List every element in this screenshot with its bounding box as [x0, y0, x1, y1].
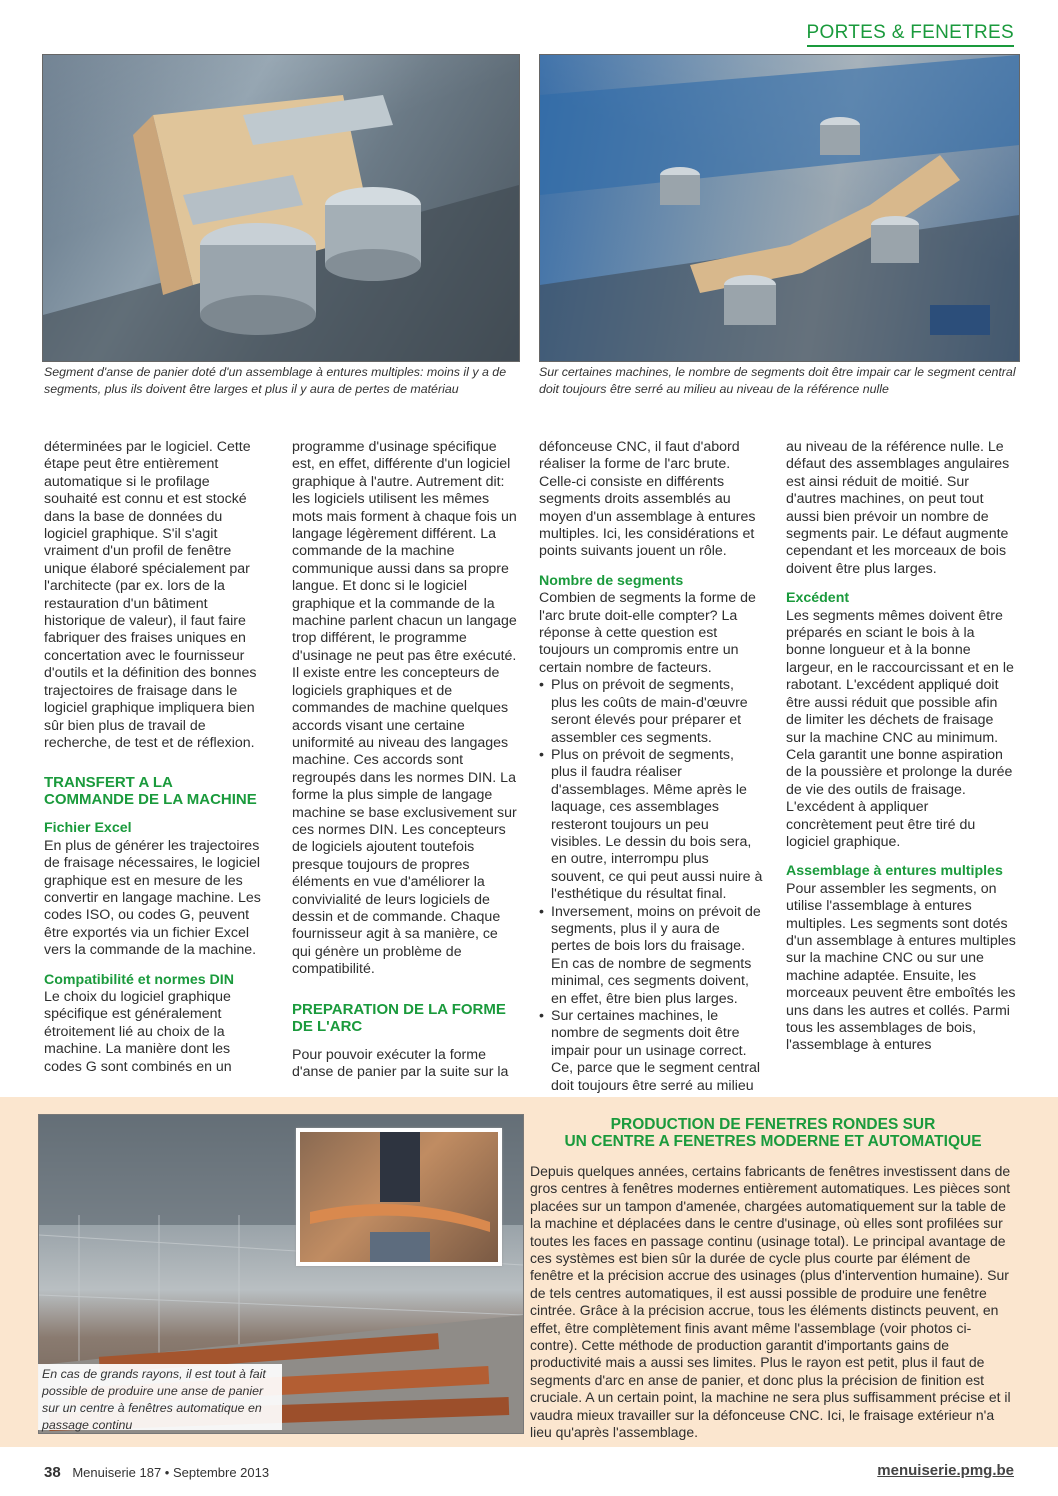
list-item: • Plus on prévoit de segments, plus les coûts de main-d'œuvre seront élevés pour préparer et assembler ces segments. — [539, 677, 763, 747]
heading-nombre-segments: Nombre de segments — [539, 572, 684, 589]
caption-right: Sur certaines machines, le nombre de segments doit être impair car le segment central doit toujours être serré au milieu au niveau de la référence nulle — [539, 365, 1016, 396]
box-title-line-2: UN CENTRE A FENETRES MODERNE ET AUTOMATIQUE — [564, 1133, 982, 1150]
list-item: • Sur certaines machines, le nombre de segments doit être impair pour un usinage correct. Ce, parce que le segment central doit toujours être serré au milieu — [539, 1008, 763, 1095]
website-link[interactable]: menuiserie.pmg.be — [877, 1462, 1014, 1479]
col4-paragraph-3: Pour assembler les segments, on utilise l'assemblage à entures multiples. Les segments sont dotés d'un assemblage à entures multiples sur la machine CNC ou sur une machine adaptée. Ensuite, les morceaux peuvent être emboîtés les uns dans les autres et collés. Parmi tous les assemblages de bois, l'assemblage à entures — [786, 880, 1016, 1054]
heading-transfert: TRANSFERT A LA COMMANDE DE LA MACHINE — [44, 774, 257, 809]
heading-assemblage: Assemblage à entures multiples — [786, 863, 1003, 880]
col2-paragraph-2: Pour pouvoir exécuter la forme d'anse de panier par la suite sur la — [292, 1046, 509, 1080]
photo-cnc-machine-illustration — [540, 55, 1019, 361]
col1-paragraph-excel: En plus de générer les trajectoires de fraisage nécessaires, le logiciel graphique est en mesure de les convertir en langage machine. Les codes ISO, ou codes G, peuvent être exportés via un fichier Excel vers la commande de la machine. — [44, 837, 261, 959]
bullet-text: Plus on prévoit de segments, plus il faudra réaliser d'assemblages. Même après le laquage, ces assemblages resteront toujours un peu visibles. Le dessin du bois sera, en outre, interrompu plus souvent, ce qui peut aussi nuire à l'esthétique du résultat final. — [551, 746, 763, 903]
col3-paragraph-1: défonceuse CNC, il faut d'abord réaliser la forme de l'arc brute. Celle-ci consiste en différents segments droits assemblés au moyen d'un assemblage à entures multiples. Ici, les considérations et points suivants jouent un rôle. — [539, 439, 756, 560]
column-1 — [44, 439, 266, 1076]
col4-paragraph-1: au niveau de la référence nulle. Le défaut des assemblages angulaires est ainsi réduit de moitié. Sur d'autres machines, on peut tout aussi bien prévoir un nombre de segments pair. Le défaut augmente cependant et les morceaux de bois doivent être plus larges. — [786, 439, 1010, 577]
section-title: PORTES & FENETRES — [807, 22, 1014, 47]
col1-paragraph-compat: Le choix du logiciel graphique spécifique est généralement étroitement lié au choix de la machine. La manière dont les codes G sont combinés en un — [44, 988, 232, 1075]
photo-arch-segment-illustration — [43, 55, 519, 361]
box-title-line-1: PRODUCTION DE FENETRES RONDES SUR — [610, 1116, 936, 1133]
box-title — [530, 1116, 1016, 1150]
footer-left — [44, 1464, 269, 1481]
photo-cnc-machine — [539, 54, 1020, 362]
bullet-text: Plus on prévoit de segments, plus les coûts de main-d'œuvre seront élevés pour préparer et assembler ces segments. — [551, 677, 748, 746]
heading-compatibilite: Compatibilité et normes DIN — [44, 971, 234, 988]
photo-inset-illustration — [300, 1132, 498, 1262]
issue-info: Menuiserie 187 • Septembre 2013 — [72, 1465, 270, 1480]
heading-preparation: PREPARATION DE LA FORME DE L'ARC — [292, 1000, 506, 1035]
col3-paragraph-2: Combien de segments la forme de l'arc brute doit-elle compter? La réponse à cette question est toujours un compromis entre un certain nombre de facteurs. — [539, 590, 756, 676]
box-text: Depuis quelques années, certains fabricants de fenêtres investissent dans de gros centres à fenêtres modernes entièrement automatiques. Les pièces sont placées sur un tampon d'amenée, chargées automatiquement sur la table de la machine et déplacées dans le centre d'usinage, où elles sont profilées sur toutes les faces en passage continu (usinage total). Le principal avantage de ces systèmes est bien sûr la durée de cycle plus courte par élément de fenêtre et la précision accrue des usinages (plus d'intervention humaine). Sur de tels centres automatiques, il est aussi possible de produire une fenêtre cintrée. Grâce à la précision accrue, tous les éléments distincts peuvent, en effet, être complètement finis avant même l'assemblage (voir photos ci-contre). Cette méthode de production garantit d'importants gains de productivité mais a aussi ses limites. Plus le rayon est petit, plus il faut de segments d'arc en anse de panier, et donc plus la précision de finition est cruciale. A un certain point, la machine ne sera plus suffisamment précise et il vaudra mieux travailler sur la défonceuse CNC. Ici, le fraisage extérieur n'a lieu qu'après l'assemblage. — [530, 1163, 1011, 1441]
col4-paragraph-2: Les segments mêmes doivent être préparés en sciant le bois à la bonne longueur et à la bonne largeur, en le raccourcissant et en le rabotant. L'excédent appliqué doit être aussi réduit que possible afin de limiter les déchets de fraisage sur la machine CNC au minimum. Cela garantit une bonne aspiration de la poussière et prolonge la durée de vie des outils de fraisage. L'excédent à appliquer concrètement peut être tiré du logiciel graphique. — [786, 607, 1014, 850]
list-item: • Plus on prévoit de segments, plus il faudra réaliser d'assemblages. Même après le laquage, ces assemblages resteront toujours un peu visibles. Le dessin du bois sera, en outre, interrompu plus souvent, ce qui peut aussi nuire à l'esthétique du résultat final. — [539, 746, 763, 903]
caption-left: Segment d'anse de panier doté d'un assemblage à entures multiples: moins il y a de segments, plus ils doivent être larges et plus il y aura de pertes de matériau — [44, 365, 507, 396]
col1-paragraph-1: déterminées par le logiciel. Cette étape peut être entièrement automatique si le profilage souhaité est connu et est stocké dans la base de données du logiciel graphique. S'il s'agit vraiment d'un profil de fenêtre unique élaboré spécialement par l'architecte (par ex. lors de la restauration d'un bâtiment historique de valeur), il faut faire fabriquer des fraises uniques en concertation avec le fournisseur d'outils et la définition des bonnes trajectoires de fraisage dans le logiciel graphique impliquera bien sûr bien plus de travail de recherche, de test et de réflexion. — [44, 439, 257, 751]
page-number: 38 — [44, 1464, 61, 1481]
bullet-text: Sur certaines machines, le nombre de segments doit être impair pour un usinage correct. Ce, parce que le segment central doit toujours être serré au milieu — [551, 1008, 760, 1094]
photo-inset-arch — [296, 1128, 502, 1266]
heading-excedent: Excédent — [786, 590, 850, 607]
column-3 — [539, 439, 763, 1095]
col2-paragraph-1: programme d'usinage spécifique est, en effet, différente d'un logiciel graphique à l'autre. Autrement dit: les logiciels utilisent les mêmes mots mais forment à chaque fois un langage légèrement différent. La commande de la machine communique aussi dans sa propre langue. Et donc si le logiciel graphique et la commande de la machine parlent chacun un langage trop différent, le programme d'usinage ne peut pas être exécuté. Il existe entre les concepteurs de logiciels graphiques et de commandes de machine quelques accords visant une certaine uniformité au niveau des langages machine. Ces accords sont regroupés dans les normes DIN. La forme la plus simple de langage machine se base exclusivement sur ces normes DIN. Les concepteurs de logiciels ajoutent toutefois presque toujours de propres éléments en vue d'améliorer la convivialité de leurs logiciels de dessin et de commande. Chaque fournisseur agit à sa manière, ce qui génère un problème de compatibilité. — [292, 439, 517, 978]
column-4 — [786, 439, 1017, 1055]
column-2 — [292, 439, 518, 1081]
photo-arch-segment — [42, 54, 520, 362]
list-item: • Inversement, moins on prévoit de segments, plus il y aura de pertes de bois lors du fraisage. En cas de nombre de segments minimal, ces segments doivent, en effet, être bien plus larges. — [539, 904, 763, 1008]
bullet-text: Inversement, moins on prévoit de segments, plus il y aura de pertes de bois lors du fraisage. En cas de nombre de segments minimal, ces segments doivent, en effet, être bien plus larges. — [551, 903, 761, 1007]
heading-fichier-excel: Fichier Excel — [44, 820, 132, 837]
caption-factory: En cas de grands rayons, il est tout à fait possible de produire une anse de panier sur un centre à fenêtres automatique en passage continu — [38, 1364, 282, 1430]
